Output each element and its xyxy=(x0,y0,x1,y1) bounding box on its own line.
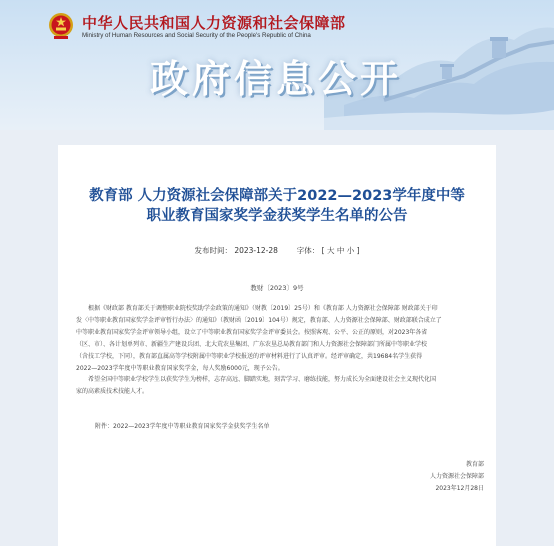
signature-block xyxy=(284,459,484,495)
signature-date: 2023年12月28日 xyxy=(435,485,484,492)
paragraph-line: （含技工学校，下同），教育部直属高等学校附属中等职业学校报送的评审材料进行了认真评审。经评审确定，共19684名学生获得 xyxy=(76,353,423,360)
paragraph-line: 发〈中等职业教育国家奖学金评审暂行办法〉的通知》（教财函〔2019〕104号）规定，教育部、人力资源社会保障部、财政部联合成立了 xyxy=(76,317,442,324)
publish-date: 2023-12-28 xyxy=(234,246,278,255)
font-size-label: 字体： xyxy=(296,246,320,255)
signatory-1: 教育部 xyxy=(465,461,484,468)
site-header xyxy=(0,0,554,130)
paragraph-line: 家的高素质技术技能人才。 xyxy=(76,388,149,395)
document-number: 教财〔2023〕9号 xyxy=(250,284,304,292)
national-emblem-icon xyxy=(48,12,74,40)
font-small-link[interactable]: 小 xyxy=(346,246,355,255)
body-paragraph-1 xyxy=(76,303,481,375)
paragraph-line: 希望全国中等职业学校学生以获奖学生为榜样，志存高远、脚踏实地，刻苦学习、磨练技能，努力成长为全面建设社会主义现代化国 xyxy=(88,376,437,383)
attachment-link[interactable]: 附件：2022—2023学年度中等职业教育国家奖学金获奖学生名单 xyxy=(95,423,270,430)
paragraph-line: （区、市）、各计划单列市、新疆生产建设兵团、北大荒农垦集团、广东农垦总局教育部门和人力资源社会保障部门所属中等职业学校 xyxy=(76,341,428,348)
paragraph-line: 中等职业教育国家奖学金评审领导小组，设立了中等职业教育国家奖学金评审委员会。按照客观、公平、公正的原则，对2023年各省 xyxy=(76,329,428,336)
paragraph-line: 根据《财政部 教育部关于调整职业院校奖助学金政策的通知》（财教〔2019〕25号）和《教育部 人力资源社会保障部 财政部关于印 xyxy=(88,305,438,312)
article-title xyxy=(58,186,496,226)
article-title-line: 职业教育国家奖学金获奖学生名单的公告 xyxy=(146,208,408,224)
publish-date-label: 发布时间： xyxy=(194,246,232,255)
font-large-link[interactable]: 大 xyxy=(326,246,335,255)
signatory-2: 人力资源社会保障部 xyxy=(429,473,484,480)
body-paragraph-2 xyxy=(76,374,481,398)
ministry-name-english: Ministry of Human Resources and Social Security of the People's Republic of China xyxy=(82,32,311,39)
font-bracket-open: [ xyxy=(321,246,325,255)
font-bracket-close: ] xyxy=(356,246,360,255)
font-medium-link[interactable]: 中 xyxy=(336,246,345,255)
article-meta xyxy=(58,245,496,256)
banner-title: 政府信息公开 xyxy=(150,57,403,101)
article-title-line: 教育部 人力资源社会保障部关于2022—2023学年度中等 xyxy=(89,188,465,204)
paragraph-line: 2022—2023学年度中等职业教育国家奖学金，每人奖励6000元，现予公告。 xyxy=(76,365,284,372)
ministry-name-chinese: 中华人民共和国人力资源和社会保障部 xyxy=(82,14,346,32)
article-card xyxy=(58,145,496,546)
